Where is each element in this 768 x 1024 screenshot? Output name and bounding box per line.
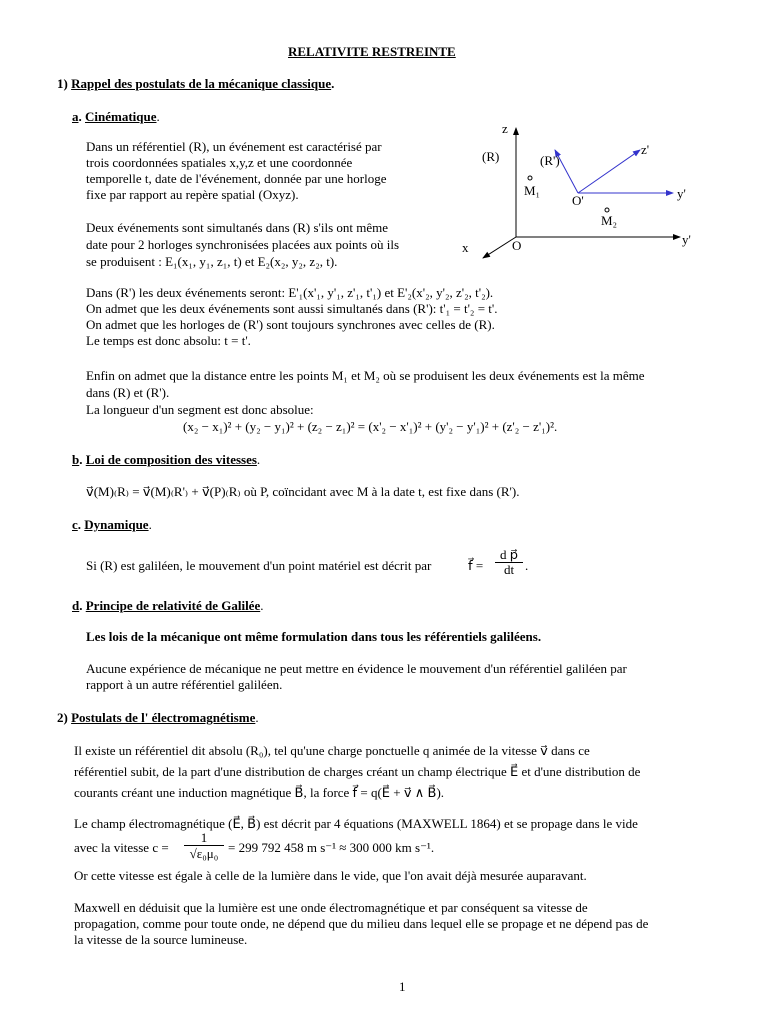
newton-equation-end: . — [525, 558, 529, 573]
light-speed-value: = 299 792 458 m s⁻¹ ≈ 300 000 km s⁻¹. — [228, 840, 435, 855]
text-line: temporelle t, date de l'événement, donnée par une horloge — [86, 171, 387, 186]
text-line: Dans un référentiel (R), un événement est caractérisé par — [86, 139, 382, 154]
axis-z-prime — [578, 150, 640, 193]
text-line: référentiel subit, de la part d'une distribution de charges créant un champ électrique E⃗ et d'une distribution de — [74, 764, 641, 779]
fraction-numerator: 1 — [184, 830, 224, 846]
fraction-denominator: √ε₀μ₀ — [189, 846, 219, 861]
subsection-b-heading: b. Loi de composition des vitesses. — [72, 452, 261, 467]
subsection-c-title: Dynamique — [84, 517, 149, 532]
text-line: fixe par rapport au repère spatial (Oxyz). — [86, 187, 299, 202]
label-m1: M₁ — [524, 183, 541, 198]
label-x: x — [462, 240, 469, 255]
galilean-principle-paragraph — [86, 661, 627, 693]
galilean-principle-statement: Les lois de la mécanique ont même formulation dans tous les référentiels galiléens. — [86, 629, 542, 644]
text-line: La longueur d'un segment est donc absolue: — [86, 402, 314, 417]
text-line: rapport à un autre référentiel galiléen. — [86, 677, 283, 692]
text-line: courants créant une induction magnétique B⃗, la force f⃗ = q(E⃗ + v⃗ ∧ B⃗). — [74, 785, 445, 800]
section2-number: 2) — [57, 710, 68, 725]
section1-title: Rappel des postulats de la mécanique classique — [71, 76, 332, 91]
point-m2 — [605, 208, 609, 212]
subsection-b-title: Loi de composition des vitesses — [85, 452, 257, 467]
label-o-prime: O' — [572, 193, 584, 208]
page-title: RELATIVITE RESTREINTE — [288, 44, 456, 59]
text-line: Dans (R') les deux événements seront: E'₁(x'₁, y'₁, z'₁, t'₁) et E'₂(x'₂, y'₂, z'₂, t'₂). — [86, 285, 494, 300]
label-frame-r: (R) — [482, 149, 500, 164]
text-line: date pour 2 horloges synchronisées placées aux points où ils — [86, 237, 400, 252]
newton-equation-fraction — [495, 548, 523, 577]
text-line: se produisent : E₁(x₁, y₁, z₁, t) et E₂(x₂, y₂, z₂, t). — [86, 254, 338, 269]
newton-equation-lhs: f⃗ = — [468, 558, 484, 573]
fraction-denominator: dt — [503, 562, 515, 577]
light-speed-fraction — [184, 830, 224, 861]
velocity-composition-text: v⃗(M)₍R₎ = v⃗(M)₍R'₎ + v⃗(P)₍R₎ où P, coïncidant avec M à la date t, est fixe dans (R'). — [86, 484, 520, 499]
text-line: Maxwell en déduisit que la lumière est une onde électromagnétique et par conséquent sa vitesse de — [74, 900, 588, 915]
subsection-c-heading: c. Dynamique. — [72, 517, 152, 532]
distance-equation: (x₂ − x₁)² + (y₂ − y₁)² + (z₂ − z₁)² = (x'₂ − x'₁)² + (y'₂ − y'₁)² + (z'₂ − z'₁)². — [183, 419, 558, 434]
label-m2: M₂ — [601, 213, 618, 228]
light-speed-note: Or cette vitesse est égale à celle de la lumière dans le vide, que l'on avait déjà mesurée auparavant. — [74, 868, 587, 883]
text-line: la vitesse de la source lumineuse. — [74, 932, 248, 947]
maxwell-line-1: Le champ électromagnétique (E⃗, B⃗) est décrit par 4 équations (MAXWELL 1864) et se propage dans le vide — [74, 816, 638, 831]
section2-heading: 2) Postulats de l' électromagnétisme. — [57, 710, 259, 725]
label-y-prime-bottom: y' — [682, 232, 691, 247]
subsection-a-letter: a — [72, 109, 79, 124]
label-z-prime: z' — [641, 142, 650, 157]
section2-title: Postulats de l' électromagnétisme — [71, 710, 256, 725]
subsection-a-heading: a. Cinématique. — [72, 109, 160, 124]
section1-number: 1) — [57, 76, 68, 91]
subsection-a-title: Cinématique — [85, 109, 157, 124]
label-y-prime-top: y' — [677, 186, 686, 201]
label-o: O — [512, 238, 522, 253]
text-line: dans (R) et (R'). — [86, 385, 170, 400]
subsection-d-letter: d — [72, 598, 80, 613]
label-frame-r-prime: (R') — [540, 153, 560, 168]
text-line: Aucune expérience de mécanique ne peut mettre en évidence le mouvement d'un référentiel galiléen par — [86, 661, 627, 676]
label-z: z — [502, 121, 508, 136]
fraction-numerator: d p⃗ — [495, 548, 523, 563]
text-line: Enfin on admet que la distance entre les points M₁ et M₂ où se produisent les deux événements est la même — [86, 368, 645, 383]
text-line: On admet que les deux événements sont aussi simultanés dans (R'): t'₁ = t'₂ = t'. — [86, 301, 498, 316]
dynamics-text: Si (R) est galiléen, le mouvement d'un point matériel est décrit par — [86, 558, 432, 573]
text-line: On admet que les horloges de (R') sont toujours synchrones avec celles de (R). — [86, 317, 495, 332]
electromagnetism-paragraph-1 — [74, 740, 640, 803]
text-line: propagation, comme pour toute onde, ne dépend que du milieu dans lequel elle se propage et ne dépend pas de — [74, 916, 649, 931]
section1-heading: 1) Rappel des postulats de la mécanique classique. — [57, 76, 335, 91]
subsection-d-heading: d. Principe de relativité de Galilée. — [72, 598, 264, 613]
text-line: Il existe un référentiel dit absolu (R₀), tel qu'une charge ponctuelle q animée de la vitesse v⃗ dans ce — [74, 743, 590, 758]
maxwell-conclusion-paragraph — [74, 900, 648, 948]
subsection-d-title: Principe de relativité de Galilée — [85, 598, 261, 613]
text-line: Le temps est donc absolu: t = t'. — [86, 333, 251, 348]
subsection-b-letter: b — [72, 452, 80, 467]
text-line: Deux événements sont simultanés dans (R) s'ils ont même — [86, 220, 389, 235]
text-line: trois coordonnées spatiales x,y,z et une coordonnée — [86, 155, 353, 170]
subsection-c-letter: c — [72, 517, 78, 532]
point-m1 — [528, 176, 532, 180]
light-speed-prefix: avec la vitesse c = — [74, 840, 169, 855]
page-number: 1 — [399, 979, 406, 994]
